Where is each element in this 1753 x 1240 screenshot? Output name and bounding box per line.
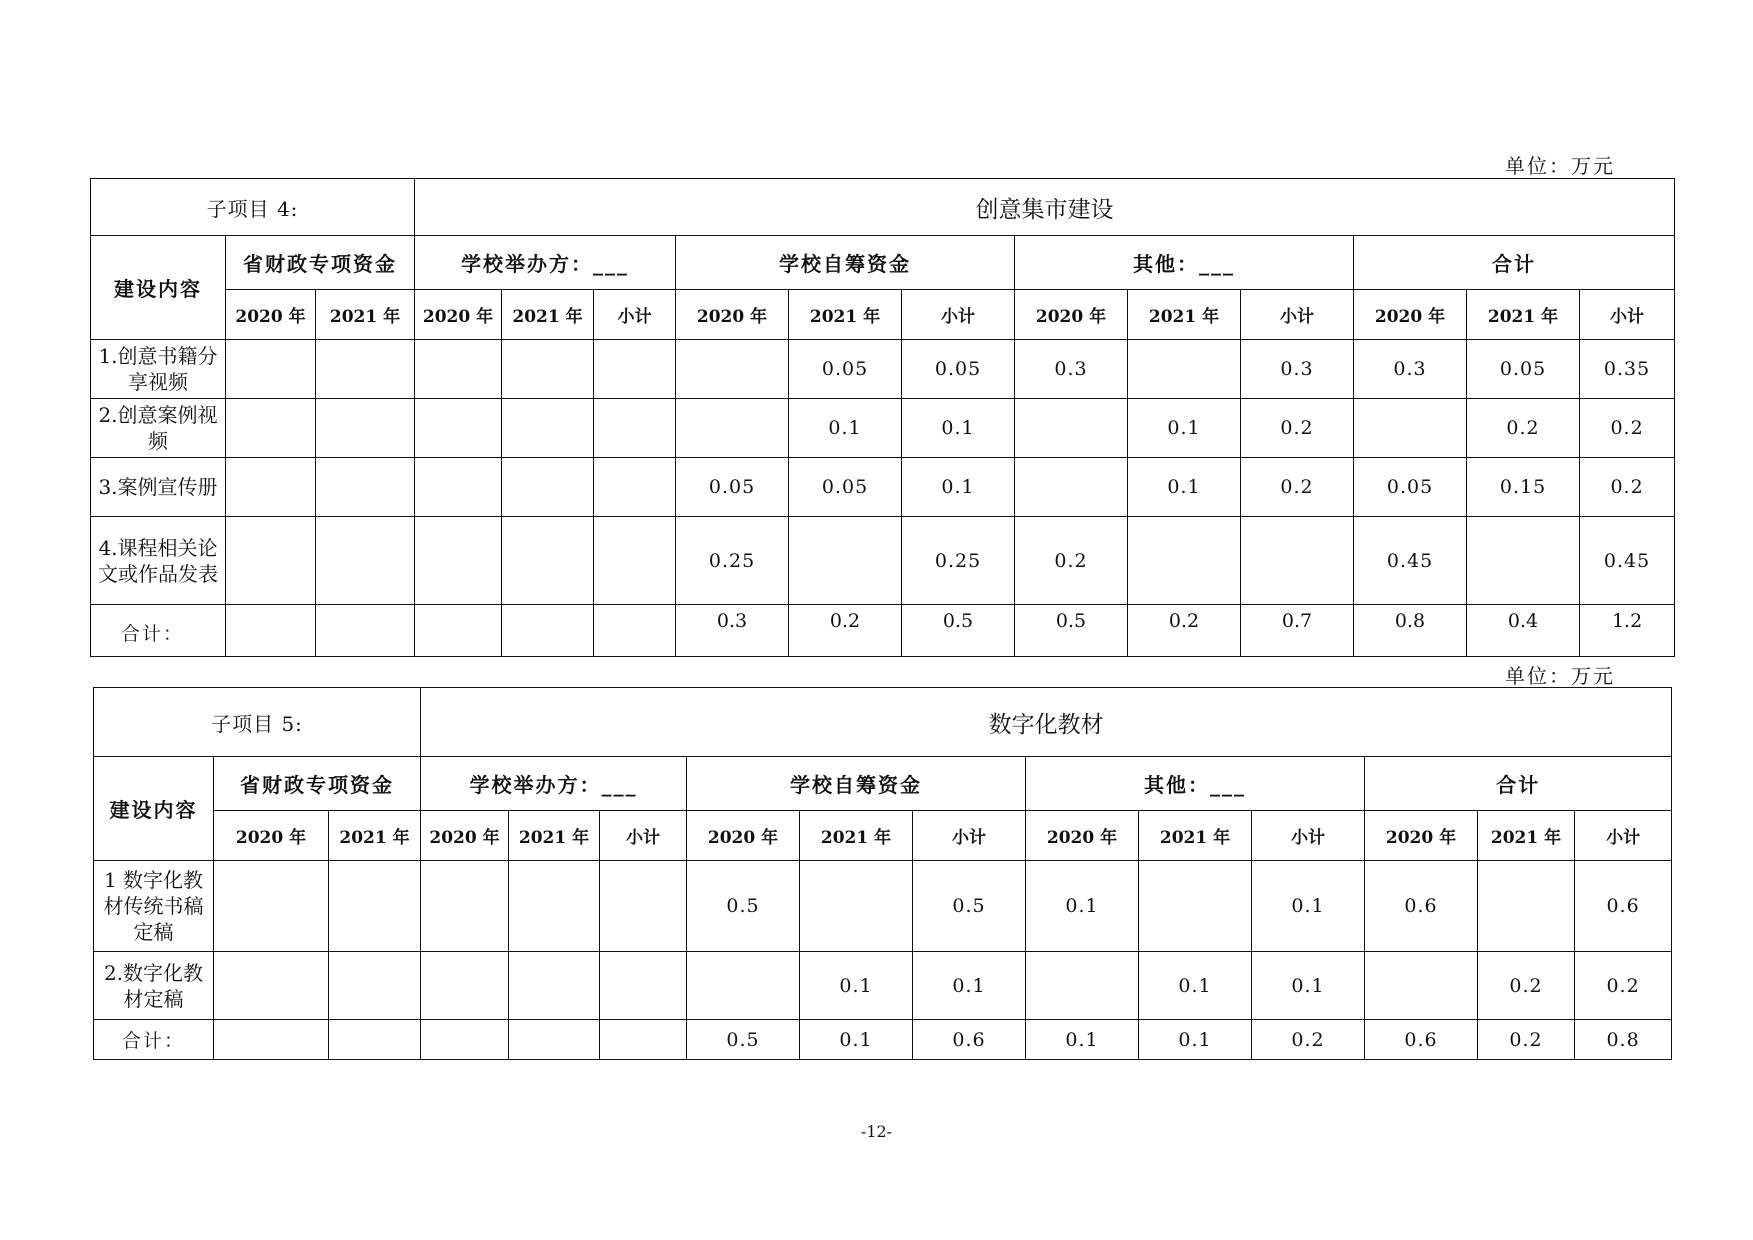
table-cell: 0.2 (1580, 458, 1675, 517)
table-row (94, 861, 1672, 952)
table-cell (594, 458, 676, 517)
table-cell (1015, 458, 1128, 517)
table-cell: 0.15 (1467, 458, 1580, 517)
year-header: 2021 年 (800, 811, 913, 861)
table-cell (226, 340, 316, 399)
table-cell (1128, 340, 1241, 399)
table-cell (226, 399, 316, 458)
table-cell (415, 399, 502, 458)
year-header: 小计 (1580, 290, 1675, 340)
year-header: 2020 年 (687, 811, 800, 861)
table-cell (316, 517, 415, 605)
total-cell: 0.2 (1478, 1020, 1575, 1060)
budget-table-subproject-4 (90, 178, 1675, 657)
table-cell (600, 952, 687, 1020)
table-cell (214, 861, 329, 952)
table-cell: 0.1 (789, 399, 902, 458)
total-cell (226, 605, 316, 657)
table-cell (502, 340, 594, 399)
group-header: 学校举办方：___ (421, 757, 687, 811)
table-cell (226, 517, 316, 605)
total-cell: 0.2 (789, 605, 902, 657)
total-cell (421, 1020, 509, 1060)
year-header: 2021 年 (789, 290, 902, 340)
table-cell (502, 399, 594, 458)
table-cell: 0.05 (1467, 340, 1580, 399)
total-cell: 0.1 (1026, 1020, 1139, 1060)
year-header: 2021 年 (1478, 811, 1575, 861)
table-cell: 0.2 (1467, 399, 1580, 458)
year-header: 小计 (1252, 811, 1365, 861)
table-cell: 0.1 (902, 458, 1015, 517)
table-cell (1354, 399, 1467, 458)
group-header: 省财政专项资金 (226, 236, 415, 290)
table-cell (421, 861, 509, 952)
total-cell (316, 605, 415, 657)
year-header: 2021 年 (329, 811, 421, 861)
unit-label: 单位：万元 (1505, 664, 1615, 688)
table-cell (676, 340, 789, 399)
year-header: 小计 (600, 811, 687, 861)
table-cell (415, 458, 502, 517)
table-cell: 0.2 (1580, 399, 1675, 458)
table-row (91, 517, 1675, 605)
total-cell: 0.3 (676, 605, 789, 657)
total-cell: 0.6 (913, 1020, 1026, 1060)
total-cell: 0.1 (800, 1020, 913, 1060)
year-header: 2020 年 (676, 290, 789, 340)
subproject-title: 创意集市建设 (415, 179, 1675, 236)
table-cell: 0.2 (1575, 952, 1672, 1020)
table-cell: 0.5 (913, 861, 1026, 952)
table-cell: 0.3 (1354, 340, 1467, 399)
group-header: 其他：___ (1026, 757, 1365, 811)
total-cell: 0.5 (1015, 605, 1128, 657)
total-cell: 0.7 (1241, 605, 1354, 657)
table-cell (316, 399, 415, 458)
title-row (94, 688, 1672, 757)
title-row (91, 179, 1675, 236)
table-cell (329, 861, 421, 952)
year-header: 2021 年 (509, 811, 600, 861)
group-header: 省财政专项资金 (214, 757, 421, 811)
table-cell: 0.5 (687, 861, 800, 952)
table-cell (1026, 952, 1139, 1020)
table-cell: 0.05 (676, 458, 789, 517)
year-header: 2020 年 (1354, 290, 1467, 340)
year-header: 2021 年 (316, 290, 415, 340)
total-cell: 0.2 (1252, 1020, 1365, 1060)
table-cell (509, 861, 600, 952)
total-cell: 0.6 (1365, 1020, 1478, 1060)
table-cell: 0.25 (676, 517, 789, 605)
subproject-label: 子项目 4: (91, 179, 415, 236)
table-cell: 0.2 (1241, 458, 1354, 517)
year-header: 2020 年 (214, 811, 329, 861)
total-cell (415, 605, 502, 657)
total-cell: 0.1 (1139, 1020, 1252, 1060)
table-cell: 0.1 (1252, 861, 1365, 952)
table-cell (1365, 952, 1478, 1020)
table-cell (329, 952, 421, 1020)
table-cell (415, 517, 502, 605)
table-cell (594, 517, 676, 605)
table-cell (1241, 517, 1354, 605)
table-cell (1015, 399, 1128, 458)
year-header: 小计 (1575, 811, 1672, 861)
year-header: 小计 (902, 290, 1015, 340)
year-header: 2020 年 (226, 290, 316, 340)
table-cell: 0.1 (902, 399, 1015, 458)
table-cell: 0.1 (1139, 952, 1252, 1020)
table-cell: 0.05 (1354, 458, 1467, 517)
year-header: 2021 年 (1128, 290, 1241, 340)
table-cell: 0.6 (1365, 861, 1478, 952)
subproject-title: 数字化教材 (421, 688, 1672, 757)
table-cell (502, 458, 594, 517)
table-cell (687, 952, 800, 1020)
total-cell (600, 1020, 687, 1060)
table-cell (1139, 861, 1252, 952)
table-cell: 0.3 (1015, 340, 1128, 399)
row-label: 2.创意案例视频 (91, 399, 226, 458)
table-cell: 0.2 (1478, 952, 1575, 1020)
table-cell (1128, 517, 1241, 605)
table-cell: 0.25 (902, 517, 1015, 605)
year-header: 2021 年 (1467, 290, 1580, 340)
table-cell (1478, 861, 1575, 952)
table-cell: 0.45 (1580, 517, 1675, 605)
year-header: 2020 年 (1015, 290, 1128, 340)
table-cell: 0.1 (1252, 952, 1365, 1020)
table-cell (594, 340, 676, 399)
row-label: 1 数字化教材传统书稿定稿 (94, 861, 214, 952)
total-row (94, 1020, 1672, 1060)
budget-table-subproject-5 (93, 687, 1672, 1060)
total-label: 合计： (91, 605, 226, 657)
group-header: 学校自筹资金 (676, 236, 1015, 290)
group-header-row (94, 757, 1672, 811)
group-header-row (91, 236, 1675, 290)
year-header: 2020 年 (415, 290, 502, 340)
table-cell: 0.05 (789, 340, 902, 399)
table-cell: 0.2 (1015, 517, 1128, 605)
table-cell (1467, 517, 1580, 605)
total-cell (594, 605, 676, 657)
year-header: 小计 (1241, 290, 1354, 340)
table-cell (226, 458, 316, 517)
table-cell: 0.3 (1241, 340, 1354, 399)
year-header: 小计 (594, 290, 676, 340)
row-label: 2.数字化教材定稿 (94, 952, 214, 1020)
subproject-label: 子项目 5: (94, 688, 421, 757)
total-row (91, 605, 1675, 657)
table-cell: 0.45 (1354, 517, 1467, 605)
total-cell (214, 1020, 329, 1060)
table-cell: 0.1 (913, 952, 1026, 1020)
year-header-row (94, 811, 1672, 861)
year-header: 2021 年 (1139, 811, 1252, 861)
group-header: 合计 (1354, 236, 1675, 290)
table-cell (415, 340, 502, 399)
year-header: 2020 年 (1026, 811, 1139, 861)
table-cell: 0.1 (800, 952, 913, 1020)
table-cell: 0.05 (902, 340, 1015, 399)
total-cell: 0.8 (1354, 605, 1467, 657)
table-cell (509, 952, 600, 1020)
table-cell (316, 458, 415, 517)
total-cell: 0.2 (1128, 605, 1241, 657)
table-cell (789, 517, 902, 605)
total-cell: 0.8 (1575, 1020, 1672, 1060)
row-label: 3.案例宣传册 (91, 458, 226, 517)
year-header: 2020 年 (1365, 811, 1478, 861)
total-cell (502, 605, 594, 657)
table-cell: 0.1 (1128, 399, 1241, 458)
table-cell (676, 399, 789, 458)
table-cell: 0.6 (1575, 861, 1672, 952)
row-label: 1.创意书籍分享视频 (91, 340, 226, 399)
group-header: 合计 (1365, 757, 1672, 811)
row-header: 建设内容 (91, 236, 226, 340)
table-cell (214, 952, 329, 1020)
total-cell: 0.5 (687, 1020, 800, 1060)
table-cell: 0.35 (1580, 340, 1675, 399)
table-cell (316, 340, 415, 399)
table-row (94, 952, 1672, 1020)
table-row (91, 458, 1675, 517)
table-cell: 0.05 (789, 458, 902, 517)
table-row (91, 340, 1675, 399)
table-cell: 0.1 (1128, 458, 1241, 517)
total-cell: 0.4 (1467, 605, 1580, 657)
table-cell (600, 861, 687, 952)
table-cell (800, 861, 913, 952)
group-header: 学校自筹资金 (687, 757, 1026, 811)
year-header: 2020 年 (421, 811, 509, 861)
total-cell (509, 1020, 600, 1060)
group-header: 学校举办方：___ (415, 236, 676, 290)
total-cell: 0.5 (902, 605, 1015, 657)
group-header: 其他：___ (1015, 236, 1354, 290)
row-label: 4.课程相关论文或作品发表 (91, 517, 226, 605)
unit-label: 单位：万元 (1505, 154, 1615, 178)
total-cell (329, 1020, 421, 1060)
year-header: 2021 年 (502, 290, 594, 340)
total-label: 合计： (94, 1020, 214, 1060)
row-header: 建设内容 (94, 757, 214, 861)
year-header: 小计 (913, 811, 1026, 861)
total-cell: 1.2 (1580, 605, 1675, 657)
page-number: -12- (860, 1122, 893, 1141)
table-cell (594, 399, 676, 458)
table-row (91, 399, 1675, 458)
table-cell: 0.2 (1241, 399, 1354, 458)
table-cell: 0.1 (1026, 861, 1139, 952)
year-header-row (91, 290, 1675, 340)
table-cell (502, 517, 594, 605)
table-cell (421, 952, 509, 1020)
